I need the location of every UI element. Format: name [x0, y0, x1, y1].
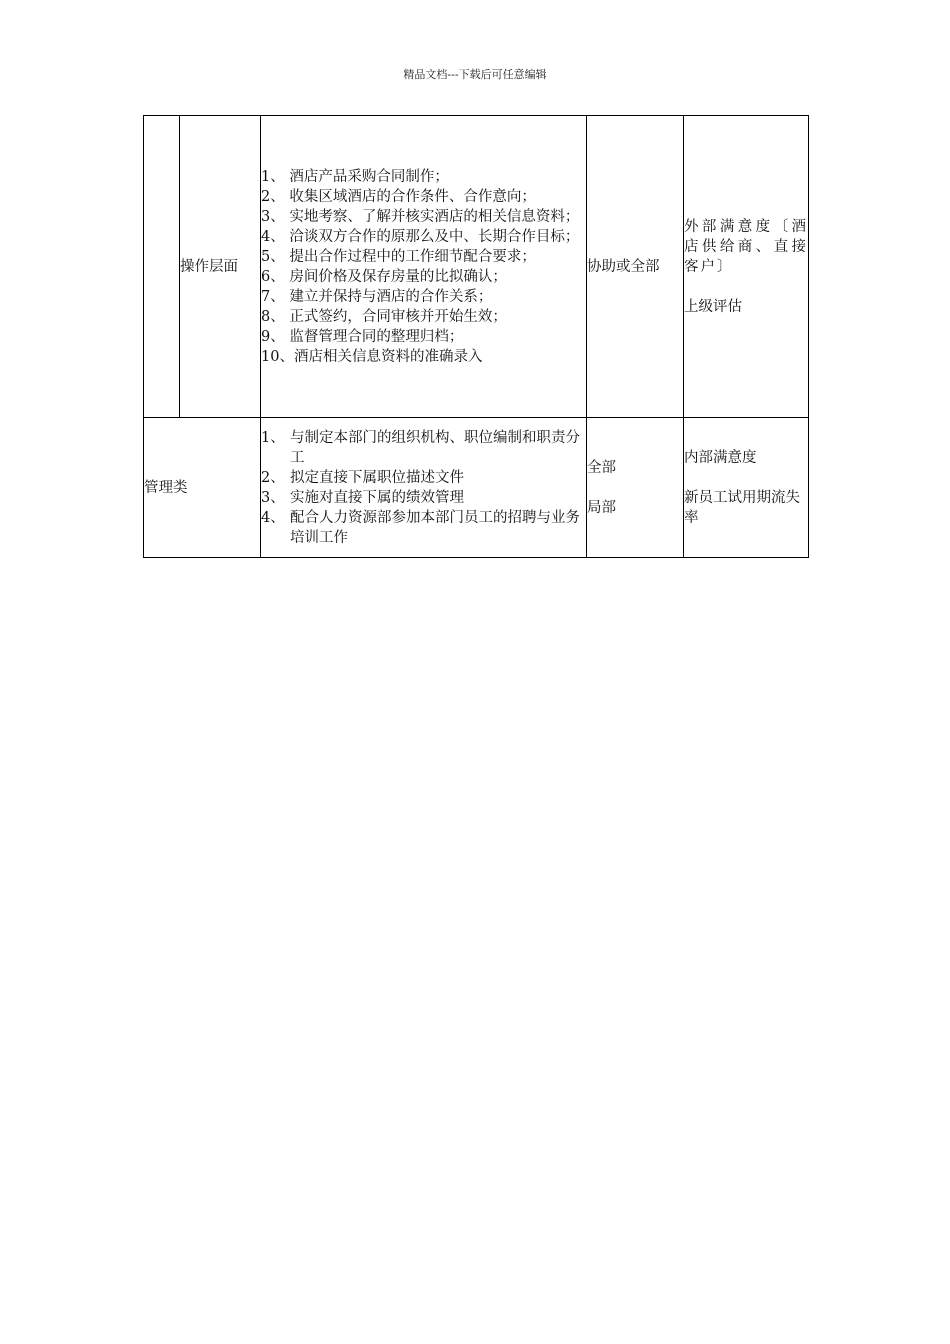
- list-item-text: 实地考察、了解并核实酒店的相关信息资料；: [289, 208, 580, 225]
- list-item-number: 2、: [261, 188, 290, 205]
- list-item-text: 提出合作过程中的工作细节配合要求；: [289, 248, 536, 265]
- list-item-number: 2、: [261, 469, 290, 486]
- scope-cell: [587, 116, 684, 418]
- metric-internal-satisfaction: 内部满意度: [684, 449, 757, 466]
- metric-supervisor-evaluation: 上级评估: [684, 298, 742, 315]
- metric-cell: [684, 116, 809, 418]
- task-list: [261, 167, 586, 367]
- list-item-text: 酒店产品采购合同制作；: [289, 168, 449, 185]
- category-sub-cell: [180, 116, 261, 418]
- metric-cell: [684, 418, 809, 558]
- list-item-text: 实施对直接下属的绩效管理: [290, 489, 464, 506]
- list-item-number: 3、: [261, 489, 290, 506]
- scope-cell: [587, 418, 684, 558]
- responsibility-table: [143, 115, 809, 558]
- list-item-number: 7、: [261, 288, 290, 305]
- list-item-text: 建立并保持与酒店的合作关系；: [289, 288, 493, 305]
- list-item-text: 与制定本部门的组织机构、职位编制和职责分工: [290, 429, 580, 466]
- list-item-text: 监督管理合同的整理归档；: [289, 328, 464, 345]
- list-item: [261, 327, 586, 347]
- list-item: [261, 468, 586, 488]
- list-item: [261, 227, 586, 247]
- list-item-number: 5、: [261, 248, 290, 265]
- list-item: [261, 187, 586, 207]
- table-row-operations: [144, 116, 809, 418]
- list-item: [261, 207, 586, 227]
- list-item: [261, 307, 586, 327]
- list-item-text: 洽谈双方合作的原那么及中、长期合作目标；: [289, 228, 580, 245]
- list-item-number: 4、: [261, 509, 290, 526]
- list-item-number: 1、: [261, 168, 290, 185]
- list-item-number: 3、: [261, 208, 290, 225]
- list-item-number: 8、: [261, 308, 290, 325]
- list-item: [261, 488, 586, 508]
- list-item-text: 正式签约，合同审核并开始生效；: [289, 308, 507, 325]
- list-item-text: 酒店相关信息资料的准确录入: [293, 348, 483, 365]
- list-item: [261, 247, 586, 267]
- list-item-text: 配合人力资源部参加本部门员工的招聘与业务培训工作: [290, 509, 580, 546]
- tasks-cell: [261, 418, 587, 558]
- list-item-number: 10、: [261, 348, 294, 365]
- category-label: 管理类: [144, 479, 188, 496]
- scope-full-label: 全部: [587, 459, 616, 476]
- list-item-text: 房间价格及保存房量的比拟确认；: [289, 268, 507, 285]
- list-item-number: 4、: [261, 228, 290, 245]
- category-cell: [144, 418, 261, 558]
- table-row-management: [144, 418, 809, 558]
- list-item-text: 拟定直接下属职位描述文件: [290, 469, 464, 486]
- list-item: [261, 287, 586, 307]
- task-list: [261, 428, 586, 548]
- list-item-number: 9、: [261, 328, 290, 345]
- list-item: [261, 508, 586, 548]
- metric-new-hire-attrition: 新员工试用期流失率: [684, 489, 800, 526]
- list-item: [261, 267, 586, 287]
- list-item: [261, 428, 586, 468]
- page-header: 精品文档---下载后可任意编辑: [403, 68, 547, 81]
- list-item: [261, 167, 586, 187]
- scope-partial-label: 局部: [587, 499, 616, 516]
- category-sub-label: 操作层面: [180, 258, 238, 275]
- scope-label: 协助或全部: [587, 258, 660, 275]
- metric-external-satisfaction: 外部满意度〔酒店供给商、直接客户〕: [684, 218, 808, 275]
- list-item-number: 6、: [261, 268, 290, 285]
- list-item: [261, 347, 586, 367]
- list-item-number: 1、: [261, 429, 290, 446]
- list-item-text: 收集区域酒店的合作条件、合作意向；: [289, 188, 536, 205]
- tasks-cell: [261, 116, 587, 418]
- blank-category-cell: [144, 116, 180, 418]
